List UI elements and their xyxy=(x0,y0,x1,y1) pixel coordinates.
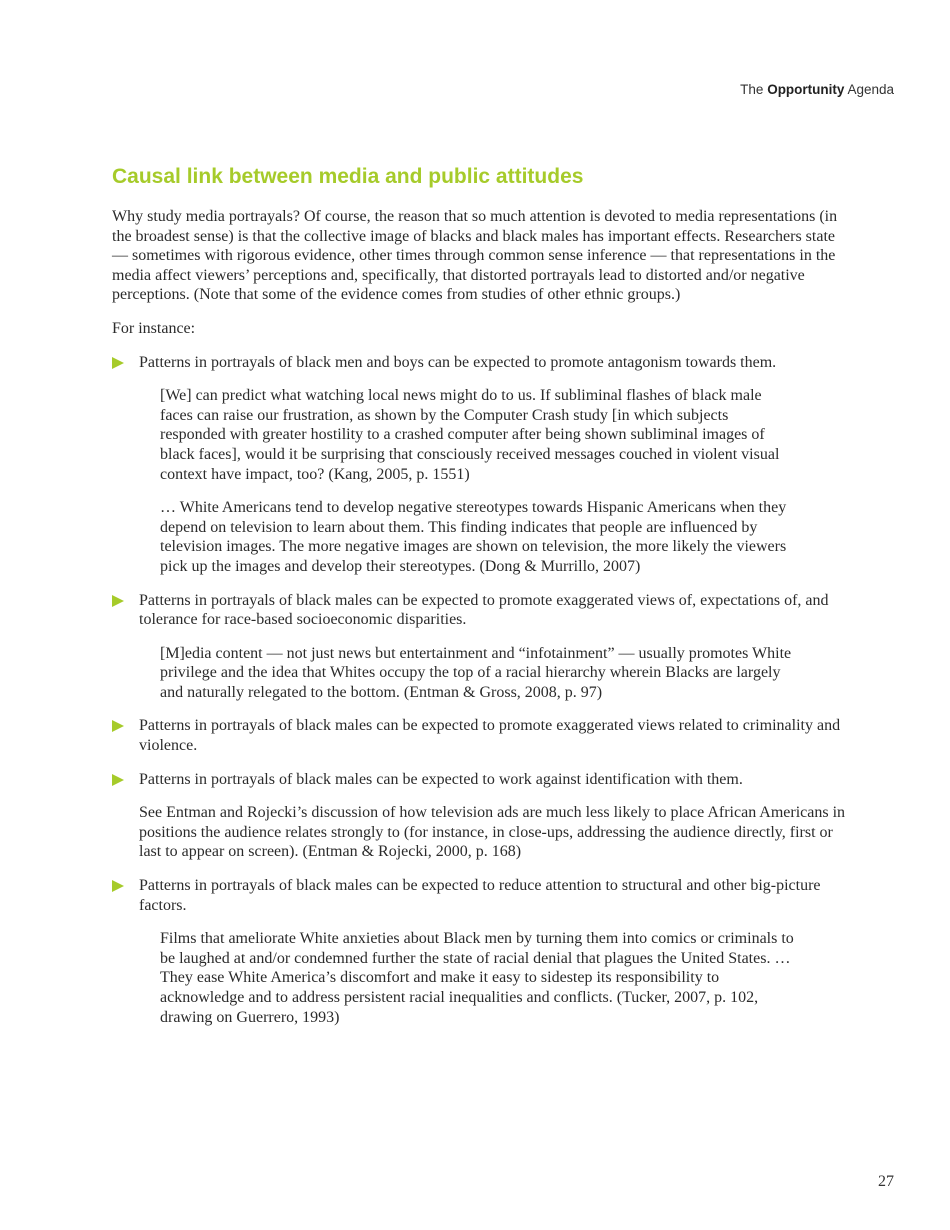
bullet-text: Patterns in portrayals of black males can be expected to reduce attention to structural and other big-picture factors. xyxy=(139,877,821,914)
bullet-triangle-icon xyxy=(112,774,124,786)
header-prefix: The xyxy=(740,82,764,97)
main-content xyxy=(112,164,847,1041)
bullet-triangle-icon xyxy=(112,595,124,607)
running-header xyxy=(740,82,894,97)
bullet-item xyxy=(112,591,847,630)
block-quote: … White Americans tend to develop negative stereotypes towards Hispanic Americans when they depend on television to learn about them. This finding indicates that people are influenced by television images. The more negative images are shown on television, the more likely the viewers pick up the images and develop their stereotypes. (Dong & Murrillo, 2007) xyxy=(160,499,787,575)
for-instance-label: For instance: xyxy=(112,319,196,337)
section-heading: Causal link between media and public attitudes xyxy=(112,165,584,188)
block-quote: Films that ameliorate White anxieties about Black men by turning them into comics or criminals to be laughed at and/or condemned further the state of racial denial that plagues the United States. … They ease White America’s discomfort and make it easy to sidestep its responsibility to acknowledge and to address persistent racial inequalities and conflicts. (Tucker, 2007, p. 102, drawing on Guerrero, 1993) xyxy=(160,930,794,1026)
bullet-triangle-icon xyxy=(112,357,124,369)
bullet-text: Patterns in portrayals of black males can be expected to work against identification with them. xyxy=(139,770,743,788)
header-suffix: Agenda xyxy=(847,82,894,97)
block-quote: [M]edia content — not just news but entertainment and “infotainment” — usually promotes White privilege and the idea that Whites occupy the top of a racial hierarchy wherein Blacks are largely and naturally relegated to the bottom. (Entman & Gross, 2008, p. 97) xyxy=(160,644,792,701)
bullet-triangle-icon xyxy=(112,880,124,892)
intro-paragraph: Why study media portrayals? Of course, the reason that so much attention is devoted to media representations (in the broadest sense) is that the collective image of blacks and black males has important effects. Researchers state — sometimes with rigorous evidence, other times through common sense inference — that representations in the media affect viewers’ perceptions and, specifically, that distorted portrayals lead to distorted and/or negative perceptions. (Note that some of the evidence comes from studies of other ethnic groups.) xyxy=(112,208,838,304)
header-brand: Opportunity xyxy=(767,82,845,97)
block-quote: [We] can predict what watching local news might do to us. If subliminal flashes of black male faces can raise our frustration, as shown by the Computer Crash study [in which subjects responded with greater hostility to a crashed computer after being shown subliminal images of black faces], would it be surprising that consciously received messages couched in violent visual context have impact, too? (Kang, 2005, p. 1551) xyxy=(160,387,780,483)
bullet-item xyxy=(112,876,847,915)
bullet-text: Patterns in portrayals of black males can be expected to promote exaggerated views related to criminality and violence. xyxy=(139,717,841,755)
bullet-item xyxy=(112,353,847,373)
bullet-text: Patterns in portrayals of black men and boys can be expected to promote antagonism towards them. xyxy=(139,353,777,371)
bullet-item xyxy=(112,716,847,755)
bullet-item xyxy=(112,770,847,790)
page-number: 27 xyxy=(878,1173,894,1190)
note-paragraph: See Entman and Rojecki’s discussion of how television ads are much less likely to place African Americans in positions the audience relates strongly to (for instance, in close-ups, addressing the audience directly, first or last to appear on screen). (Entman & Rojecki, 2000, p. 168) xyxy=(139,804,846,861)
bullet-triangle-icon xyxy=(112,720,124,732)
bullet-text: Patterns in portrayals of black males can be expected to promote exaggerated views of, expectations of, and tolerance for race-based socioeconomic disparities. xyxy=(139,591,829,629)
